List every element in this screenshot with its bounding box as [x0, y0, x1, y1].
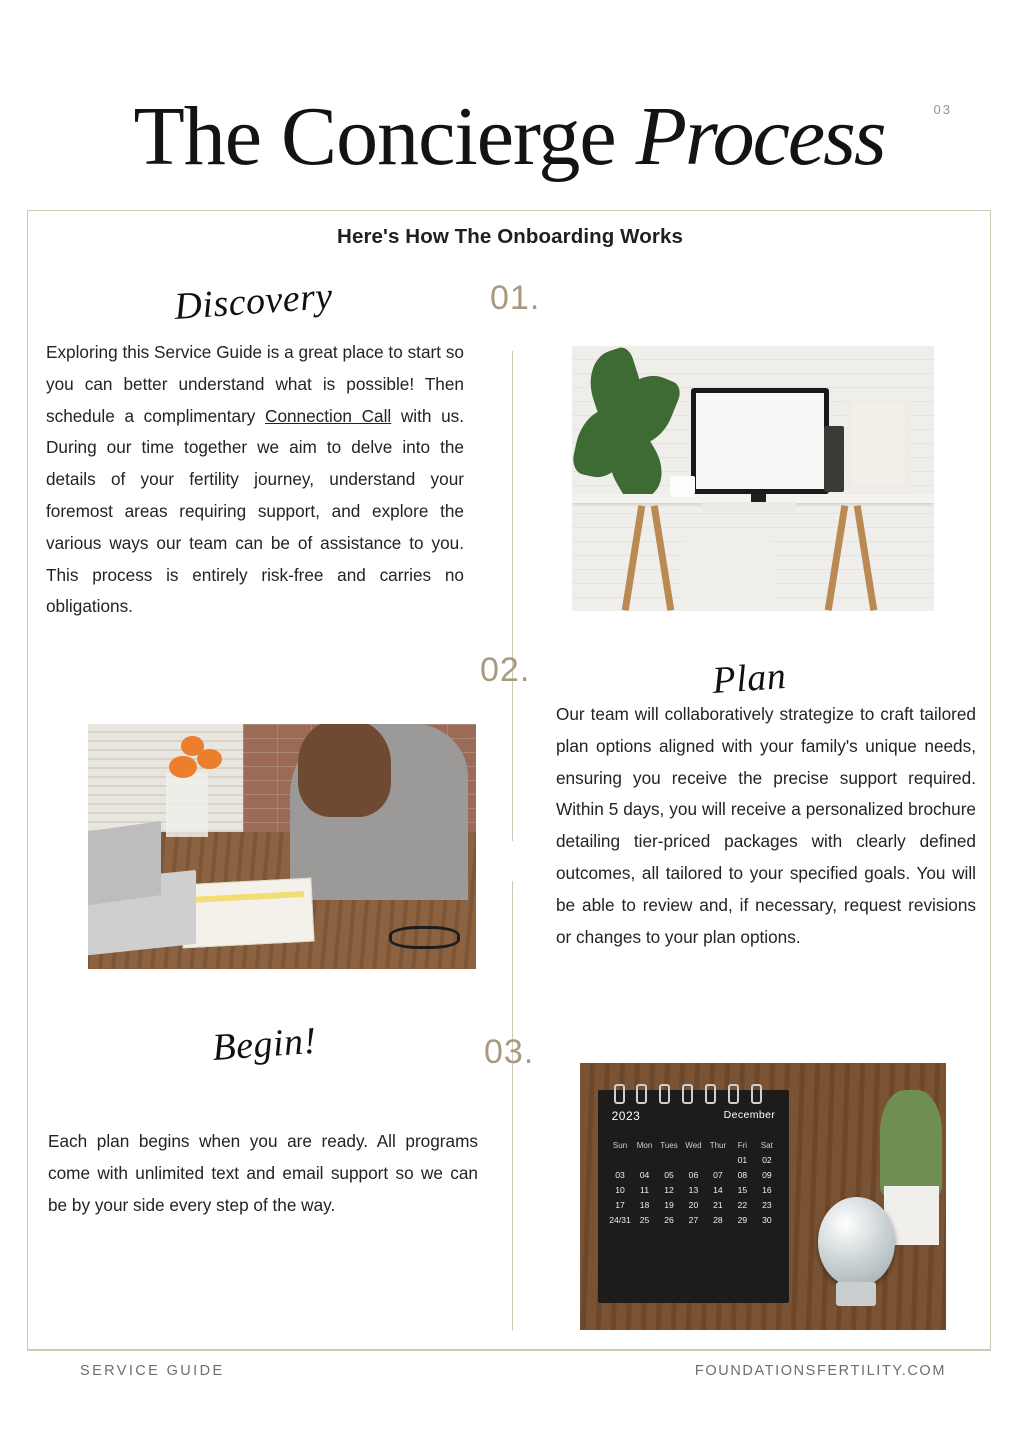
- calendar-day: 29: [737, 1214, 748, 1225]
- calendar-weekday: Wed: [685, 1140, 702, 1150]
- step-3-image: [580, 1063, 946, 1330]
- step-3-number: 03.: [484, 1033, 535, 1071]
- calendar-day: 21: [713, 1199, 723, 1210]
- calendar-day: 02: [762, 1154, 772, 1165]
- calendar-day: 27: [688, 1214, 699, 1225]
- step-2-heading: Plan: [711, 654, 788, 703]
- calendar-day: 08: [737, 1169, 748, 1180]
- step-1-image: [572, 346, 934, 611]
- calendar-weekday: Sun: [612, 1140, 628, 1150]
- step-3-body: Each plan begins when you are ready. All programs come with unlimited text and email support so we can be by your side every step of the way.: [48, 1131, 478, 1215]
- calendar-weekday: Tues: [660, 1140, 678, 1150]
- calendar-weekday: Fri: [737, 1140, 748, 1150]
- section-divider-upper: [512, 351, 513, 841]
- step-3-heading: Begin!: [211, 1019, 318, 1070]
- panel-subtitle: Here's How The Onboarding Works: [337, 225, 683, 248]
- calendar-day: 28: [713, 1214, 723, 1225]
- footer-right-label: FOUNDATIONSFERTILITY.COM: [694, 1363, 946, 1379]
- calendar-day: [706, 1155, 730, 1165]
- calendar-day: [681, 1155, 705, 1165]
- calendar-day: 20: [688, 1199, 699, 1210]
- calendar-day: [657, 1155, 681, 1165]
- calendar-day: [632, 1155, 656, 1165]
- step-2-body: Our team will collaboratively strategize to craft tailored plan options aligned with your family's unique needs, ensuring you receive the precise support required. Within 5 days, you will receive a personalized brochure detailing tier-priced packages with clearly defined outcomes, all tailored to your specified goals. You will be able to review and, if necessary, request revisions or changes to your plan options.: [556, 704, 976, 947]
- calendar-day: 13: [688, 1184, 699, 1195]
- calendar-weekday: Sat: [760, 1140, 773, 1150]
- page-title-regular: The Concierge: [133, 90, 636, 183]
- footer-divider: [27, 1350, 991, 1351]
- step-1-body-rest: with us. During our time together we aim to delve into the details of your fertility journey, understand your foremost areas requiring support, and explore the various ways our team can be of assistance to you. This process is entirely risk-free and carries no obligations.: [46, 405, 465, 617]
- calendar-day: 22: [737, 1199, 748, 1210]
- calendar-day: 25: [639, 1214, 650, 1225]
- succulent-icon: [880, 1090, 942, 1197]
- globe-icon: [818, 1197, 895, 1288]
- calendar-day: 04: [639, 1169, 650, 1180]
- step-1-heading: Discovery: [173, 275, 335, 329]
- calendar-month: December: [723, 1108, 776, 1121]
- calendar-day: 23: [762, 1199, 772, 1210]
- footer-left-label: SERVICE GUIDE: [80, 1363, 225, 1379]
- calendar-day: 19: [664, 1199, 674, 1210]
- desk-calendar: [598, 1090, 788, 1304]
- calendar-day: 09: [762, 1169, 772, 1180]
- page-title: [0, 86, 1018, 188]
- calendar-day: 03: [615, 1169, 625, 1180]
- calendar-day: 30: [762, 1214, 772, 1225]
- calendar-day: 18: [639, 1199, 650, 1210]
- page-number: 03: [933, 102, 952, 117]
- section-divider-lower: [512, 881, 513, 1331]
- calendar-day: 16: [762, 1184, 772, 1195]
- page-header: [0, 86, 1018, 196]
- calendar-day: 10: [615, 1184, 625, 1195]
- calendar-day: 12: [664, 1184, 674, 1195]
- calendar-day: 14: [713, 1184, 723, 1195]
- calendar-day: 11: [640, 1184, 649, 1195]
- calendar-day: [608, 1155, 632, 1165]
- content-panel: [27, 210, 991, 1350]
- calendar-grid: [608, 1141, 779, 1225]
- calendar-day: 17: [615, 1199, 625, 1210]
- step-1-body-lead: Exploring this Service Guide is a great place to start so you can better understand what is possible! Then schedule a complimentary: [46, 342, 464, 426]
- calendar-day: 15: [737, 1184, 748, 1195]
- step-2-number: 02.: [480, 651, 531, 689]
- step-2-image: [88, 724, 476, 969]
- calendar-day: 07: [713, 1169, 723, 1180]
- calendar-day: 06: [688, 1169, 699, 1180]
- calendar-day: 24/31: [609, 1214, 631, 1225]
- calendar-day: 26: [664, 1214, 674, 1225]
- step-1-body: [46, 337, 464, 623]
- calendar-weekday: Thur: [709, 1140, 727, 1150]
- connection-call-link[interactable]: Connection Call: [265, 405, 392, 426]
- page-title-script: Process: [635, 90, 885, 183]
- step-1-number: 01.: [490, 279, 541, 317]
- calendar-day: 01: [737, 1154, 748, 1165]
- calendar-weekday: Mon: [636, 1140, 653, 1150]
- calendar-day: 05: [664, 1169, 674, 1180]
- calendar-year: 2023: [611, 1108, 641, 1123]
